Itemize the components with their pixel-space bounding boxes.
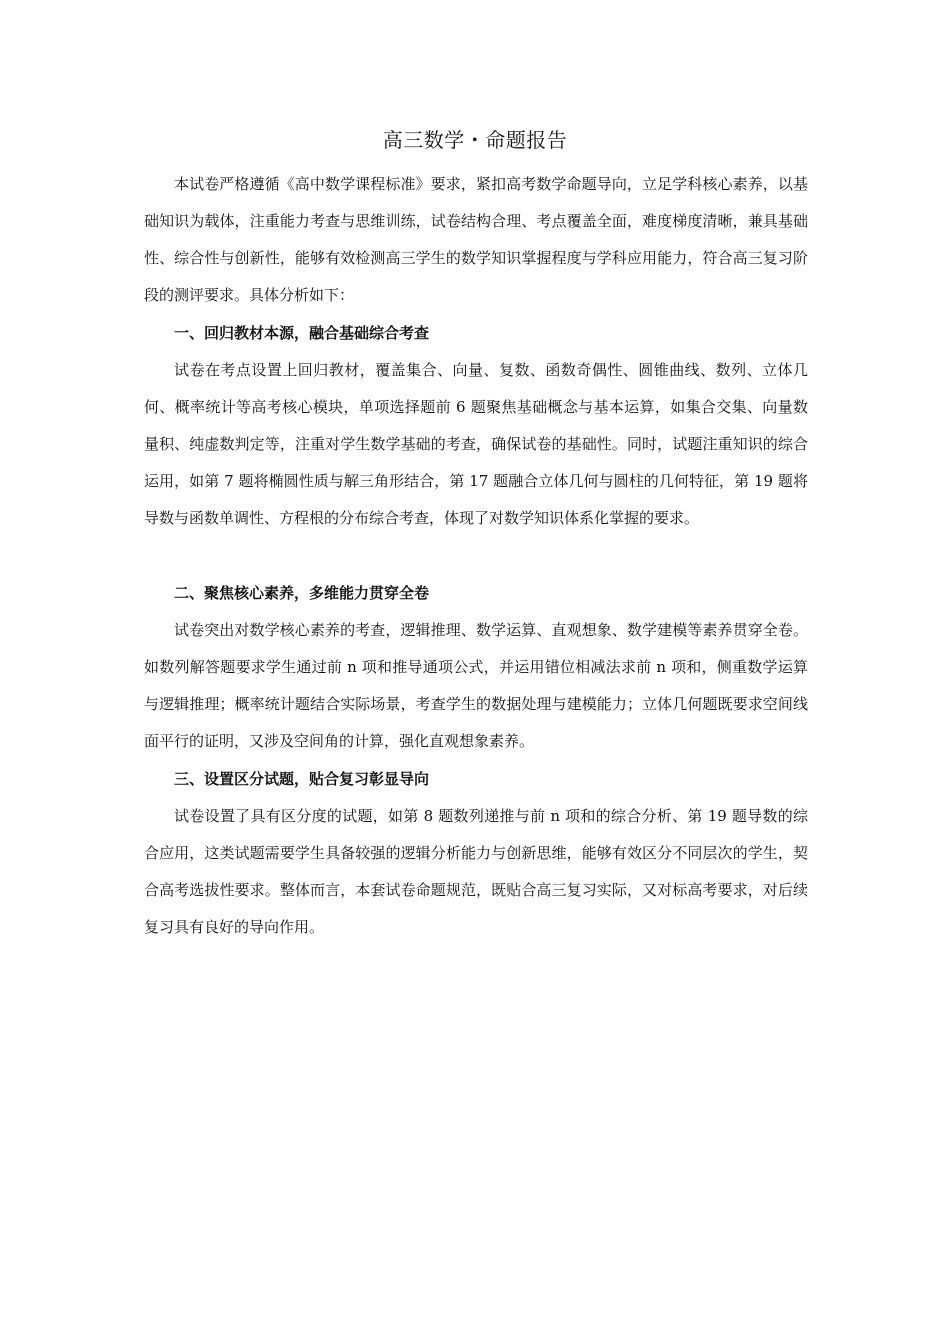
section-heading-2: 二、聚焦核心素养，多维能力贯穿全卷: [174, 584, 430, 602]
section-heading-3: 三、设置区分试题，贴合复习彰显导向: [174, 770, 430, 788]
page-title: 高三数学・命题报告: [382, 128, 568, 152]
section-heading-1: 一、回归教材本源，融合基础综合考查: [174, 324, 430, 342]
section-paragraph-1: 试卷在考点设置上回归教材，覆盖集合、向量、复数、函数奇偶性、圆锥曲线、数列、立体几何、概率统计等高考核心模块，单项选择题前 6 题聚焦基础概念与基本运算，如集合交集、向量数量积、纯虚数判定等，注重对学生数学基础的考查，确保试卷的基础性。同时，试题注重知识的综合运用，如第 7 题将椭圆性质与解三角形结合，第 17 题融合立体几何与圆柱的几何特征，第 19 题将导数与函数单调性、方程根的分布综合考查，体现了对数学知识体系化掌握的要求。: [144, 361, 808, 527]
section-paragraph-2: 试卷突出对数学核心素养的考查，逻辑推理、数学运算、直观想象、数学建模等素养贯穿全卷。如数列解答题要求学生通过前 n 项和推导通项公式，并运用错位相减法求前 n 项和，侧重数学运算与逻辑推理；概率统计题结合实际场景，考查学生的数据处理与建模能力；立体几何题既要求空间线面平行的证明，又涉及空间角的计算，强化直观想象素养。: [144, 621, 808, 750]
section-paragraph-3: 试卷设置了具有区分度的试题，如第 8 题数列递推与前 n 项和的综合分析、第 19 题导数的综合应用，这类试题需要学生具备较强的逻辑分析能力与创新思维，能够有效区分不同层次的学生，契合高考选拔性要求。整体而言，本套试卷命题规范，既贴合高三复习实际，又对标高考要求，对后续复习具有良好的导向作用。: [144, 807, 808, 936]
intro-paragraph: 本试卷严格遵循《高中数学课程标准》要求，紧扣高考数学命题导向，立足学科核心素养，以基础知识为载体，注重能力考查与思维训练，试卷结构合理、考点覆盖全面，难度梯度清晰，兼具基础性、综合性与创新性，能够有效检测高三学生的数学知识掌握程度与学科应用能力，符合高三复习阶段的测评要求。具体分析如下：: [144, 175, 808, 304]
